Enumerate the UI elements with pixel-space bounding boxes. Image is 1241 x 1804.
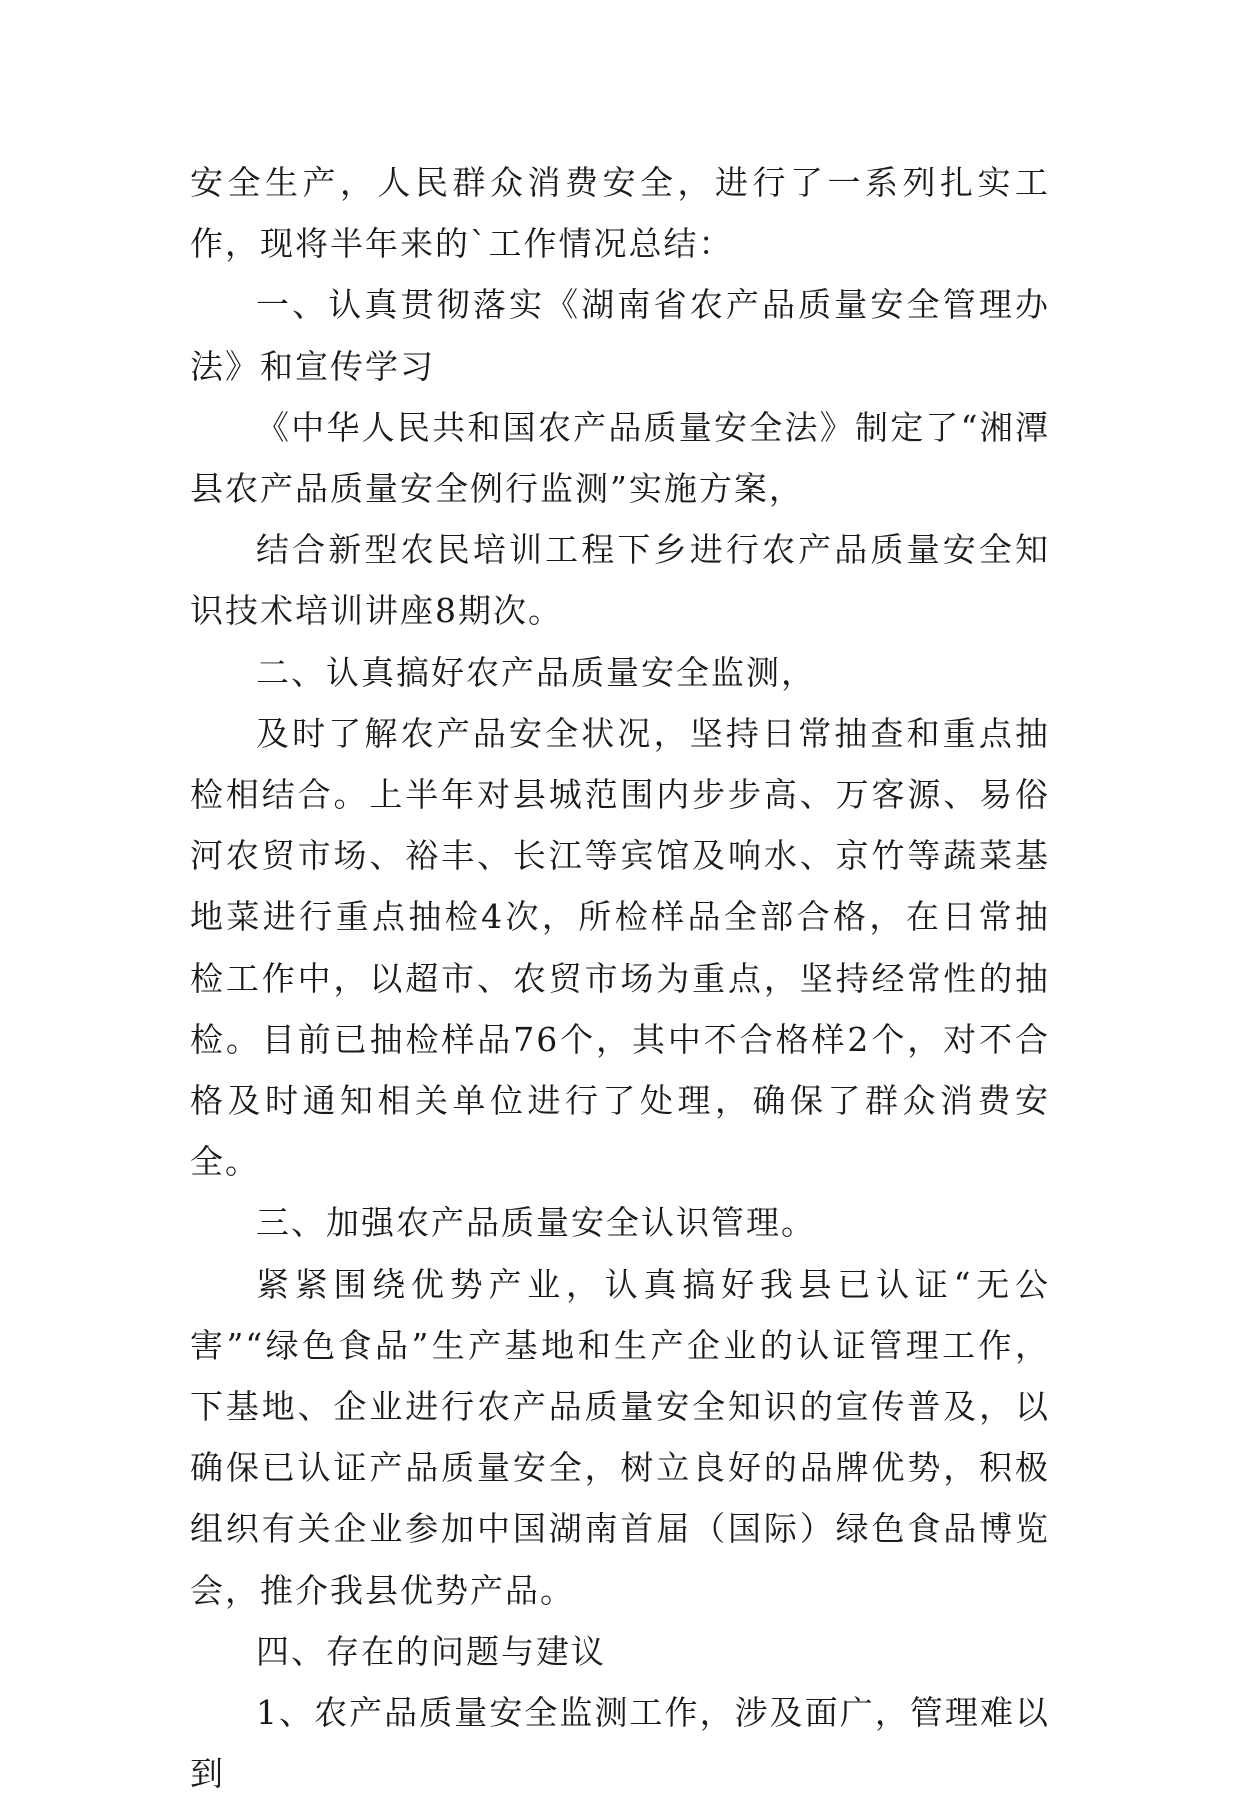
heading-section-1: 一、认真贯彻落实《湖南省农产品质量安全管理办法》和宣传学习	[190, 285, 1050, 386]
heading-section-2: 二、认真搞好农产品质量安全监测，	[256, 652, 816, 692]
document-body	[190, 152, 1050, 1804]
paragraph-law-plan: 《中华人民共和国农产品质量安全法》制定了“湘潭县农产品质量安全例行监测”实施方案，	[190, 407, 1050, 509]
paragraph-issue-1: 1、农产品质量安全监测工作，涉及面广，管理难以到	[190, 1693, 1050, 1794]
heading-section-3: 三、加强农产品质量安全认识管理。	[256, 1203, 816, 1243]
paragraph-training: 结合新型农民培训工程下乡进行农产品质量安全知识技术培训讲座8期次。	[190, 530, 1050, 631]
heading-section-4: 四、存在的问题与建议	[256, 1631, 606, 1671]
paragraph-monitoring: 及时了解农产品安全状况，坚持日常抽查和重点抽检相结合。上半年对县城范围内步步高、万客源、易俗河农贸市场、裕丰、长江等宾馆及响水、京竹等蔬菜基地菜进行重点抽检4次，所检样品全部合格，在日常抽检工作中，以超市、农贸市场为重点，坚持经常性的抽检。目前已抽检样品76个，其中不合格样2个，对不合格及时通知相关单位进行了处理，确保了群众消费安全。	[190, 713, 1050, 1182]
paragraph-certification: 紧紧围绕优势产业，认真搞好我县已认证“无公害”“绿色食品”生产基地和生产企业的认证管理工作，下基地、企业进行农产品质量安全知识的宣传普及，以确保已认证产品质量安全，树立良好的品牌优势，积极组织有关企业参加中国湖南首届（国际）绿色食品博览会，推介我县优势产品。	[190, 1264, 1050, 1610]
paragraph-intro: 安全生产，人民群众消费安全，进行了一系列扎实工作，现将半年来的`工作情况总结：	[190, 163, 1050, 264]
